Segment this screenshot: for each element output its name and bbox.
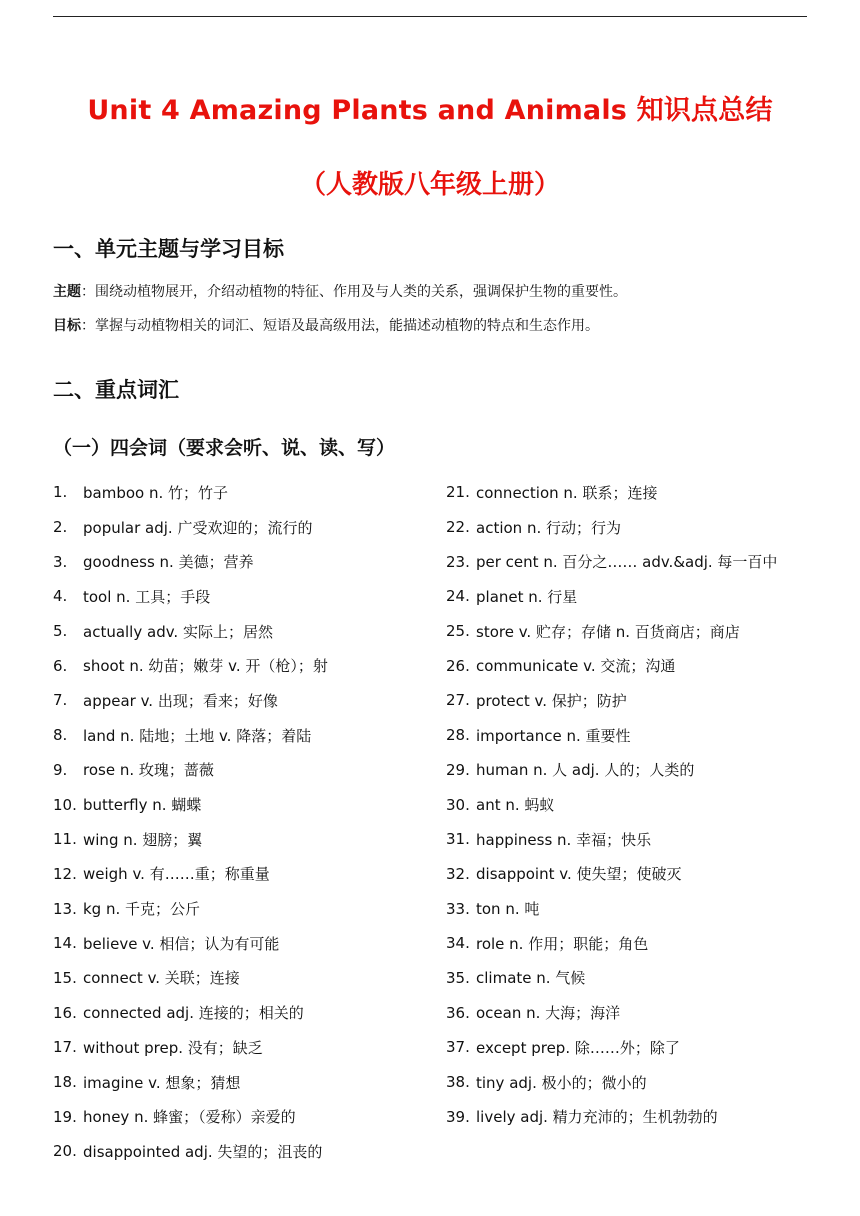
vocab-item (53, 718, 433, 753)
vocab-number: 33. (446, 899, 470, 918)
vocab-entry: popular adj. 广受欢迎的；流行的 (83, 518, 313, 537)
vocab-number: 22. (446, 518, 470, 537)
vocab-entry: land n. 陆地；土地 v. 降落；着陆 (83, 726, 312, 745)
vocab-number: 24. (446, 587, 470, 606)
vocab-item (53, 1030, 433, 1065)
vocab-number: 36. (446, 1003, 470, 1022)
vocab-number: 18. (53, 1073, 77, 1092)
vocab-number: 7. (53, 691, 68, 710)
vocab-item (446, 614, 816, 649)
vocab-number: 12. (53, 864, 77, 883)
section-heading-goals: 一、单元主题与学习目标 (53, 237, 284, 261)
vocab-item (446, 891, 816, 926)
vocab-number: 28. (446, 726, 470, 745)
vocab-item (53, 822, 433, 857)
vocab-entry: kg n. 千克；公斤 (83, 900, 201, 919)
vocab-number: 32. (446, 864, 470, 883)
vocab-entry: goodness n. 美德；营养 (83, 553, 254, 572)
vocab-entry: shoot n. 幼苗；嫩芽 v. 开（枪）；射 (83, 657, 328, 676)
theme-label: 主题 (53, 284, 81, 300)
vocab-number: 23. (446, 552, 470, 571)
vocab-item (446, 857, 816, 892)
vocab-item (446, 718, 816, 753)
vocab-entry: appear v. 出现；看来；好像 (83, 691, 278, 710)
vocab-list-right (446, 475, 816, 1134)
vocab-entry: tiny adj. 极小的；微小的 (476, 1073, 647, 1092)
vocab-number: 10. (53, 795, 77, 814)
vocab-item (53, 926, 433, 961)
vocab-item (53, 961, 433, 996)
vocab-number: 6. (53, 656, 68, 675)
vocab-entry: honey n. 蜂蜜；（爱称）亲爱的 (83, 1108, 296, 1127)
vocab-number: 39. (446, 1107, 470, 1126)
vocab-number: 1. (53, 483, 68, 502)
vocab-entry: lively adj. 精力充沛的；生机勃勃的 (476, 1108, 718, 1127)
vocab-entry: butterfly n. 蝴蝶 (83, 796, 202, 815)
vocab-item (446, 510, 816, 545)
vocab-number: 26. (446, 656, 470, 675)
vocab-item (446, 683, 816, 718)
document-subtitle: （人教版八年级上册） (299, 170, 560, 200)
vocab-item (446, 753, 816, 788)
vocab-entry: wing n. 翅膀；翼 (83, 830, 203, 849)
vocab-number: 19. (53, 1107, 77, 1126)
vocab-entry: ant n. 蚂蚁 (476, 796, 555, 815)
vocab-number: 35. (446, 968, 470, 987)
vocab-number: 25. (446, 622, 470, 641)
goal-label: 目标 (53, 318, 81, 334)
vocab-entry: connect v. 关联；连接 (83, 969, 240, 988)
vocab-item (53, 1065, 433, 1100)
vocab-entry: connection n. 联系；连接 (476, 483, 658, 502)
vocab-entry: disappoint v. 使失望；使破灭 (476, 865, 682, 884)
vocab-item (446, 995, 816, 1030)
vocab-item (446, 961, 816, 996)
vocab-item (53, 1134, 433, 1169)
vocab-entry: happiness n. 幸福；快乐 (476, 830, 652, 849)
vocab-number: 38. (446, 1073, 470, 1092)
vocab-number: 15. (53, 968, 77, 987)
vocab-item (446, 1099, 816, 1134)
document-title: Unit 4 Amazing Plants and Animals 知识点总结 (87, 95, 773, 126)
vocab-number: 31. (446, 830, 470, 849)
theme-paragraph (53, 281, 627, 301)
vocab-entry: action n. 行动；行为 (476, 518, 621, 537)
subsection-heading-core-words: （一）四会词（要求会听、说、读、写） (53, 437, 396, 459)
goal-text: ：掌握与动植物相关的词汇、短语及最高级用法，能描述动植物的特点和生态作用。 (81, 318, 599, 334)
vocab-item (53, 510, 433, 545)
vocab-entry: believe v. 相信；认为有可能 (83, 934, 280, 953)
vocab-item (446, 1065, 816, 1100)
vocab-item (446, 787, 816, 822)
vocab-entry: disappointed adj. 失望的；沮丧的 (83, 1142, 323, 1161)
vocab-entry: without prep. 没有；缺乏 (83, 1038, 263, 1057)
header-rule (53, 16, 807, 17)
vocab-number: 20. (53, 1142, 77, 1161)
vocab-item (53, 683, 433, 718)
vocab-entry: except prep. 除……外；除了 (476, 1038, 680, 1057)
vocab-entry: tool n. 工具；手段 (83, 587, 211, 606)
vocab-entry: weigh v. 有……重；称重量 (83, 865, 270, 884)
vocab-entry: per cent n. 百分之…… adv.&adj. 每一百中 (476, 553, 778, 572)
vocab-entry: ocean n. 大海；海洋 (476, 1004, 621, 1023)
vocab-entry: role n. 作用；职能；角色 (476, 934, 649, 953)
vocab-number: 11. (53, 830, 77, 849)
theme-text: ：围绕动植物展开，介绍动植物的特征、作用及与人类的关系，强调保护生物的重要性。 (81, 284, 627, 300)
vocab-item (53, 544, 433, 579)
vocab-item (53, 891, 433, 926)
vocab-item (446, 926, 816, 961)
vocab-entry: ton n. 吨 (476, 900, 540, 919)
vocab-number: 4. (53, 587, 68, 606)
goal-paragraph (53, 315, 599, 335)
vocab-item (446, 1030, 816, 1065)
vocab-item (53, 787, 433, 822)
vocab-number: 3. (53, 552, 68, 571)
vocab-item (446, 475, 816, 510)
vocab-number: 37. (446, 1038, 470, 1057)
vocab-entry: store v. 贮存；存储 n. 百货商店；商店 (476, 622, 740, 641)
vocab-number: 30. (446, 795, 470, 814)
vocab-entry: planet n. 行星 (476, 587, 578, 606)
vocab-entry: rose n. 玫瑰；蔷薇 (83, 761, 214, 780)
vocab-item (53, 475, 433, 510)
vocab-item (53, 1099, 433, 1134)
vocab-item (53, 579, 433, 614)
vocab-number: 13. (53, 899, 77, 918)
vocab-item (53, 614, 433, 649)
vocab-number: 34. (446, 934, 470, 953)
section-heading-vocabulary: 二、重点词汇 (53, 378, 179, 402)
vocab-entry: protect v. 保护；防护 (476, 691, 627, 710)
vocab-number: 5. (53, 622, 68, 641)
vocab-entry: importance n. 重要性 (476, 726, 631, 745)
vocab-item (53, 753, 433, 788)
vocab-list-left (53, 475, 433, 1169)
vocab-number: 29. (446, 760, 470, 779)
vocab-number: 2. (53, 518, 68, 537)
vocab-entry: human n. 人 adj. 人的；人类的 (476, 761, 695, 780)
vocab-entry: imagine v. 想象；猜想 (83, 1073, 241, 1092)
vocab-number: 14. (53, 934, 77, 953)
vocab-entry: actually adv. 实际上；居然 (83, 622, 273, 641)
vocab-number: 9. (53, 760, 68, 779)
vocab-item (446, 648, 816, 683)
vocab-number: 17. (53, 1038, 77, 1057)
vocab-entry: connected adj. 连接的；相关的 (83, 1004, 304, 1023)
vocab-entry: communicate v. 交流；沟通 (476, 657, 676, 676)
vocab-number: 8. (53, 726, 68, 745)
vocab-item (446, 822, 816, 857)
vocab-number: 21. (446, 483, 470, 502)
vocab-number: 27. (446, 691, 470, 710)
vocab-item (446, 544, 816, 579)
vocab-number: 16. (53, 1003, 77, 1022)
vocab-item (53, 648, 433, 683)
vocab-item (53, 995, 433, 1030)
vocab-entry: bamboo n. 竹；竹子 (83, 483, 229, 502)
vocab-entry: climate n. 气候 (476, 969, 586, 988)
vocab-item (446, 579, 816, 614)
vocab-item (53, 857, 433, 892)
